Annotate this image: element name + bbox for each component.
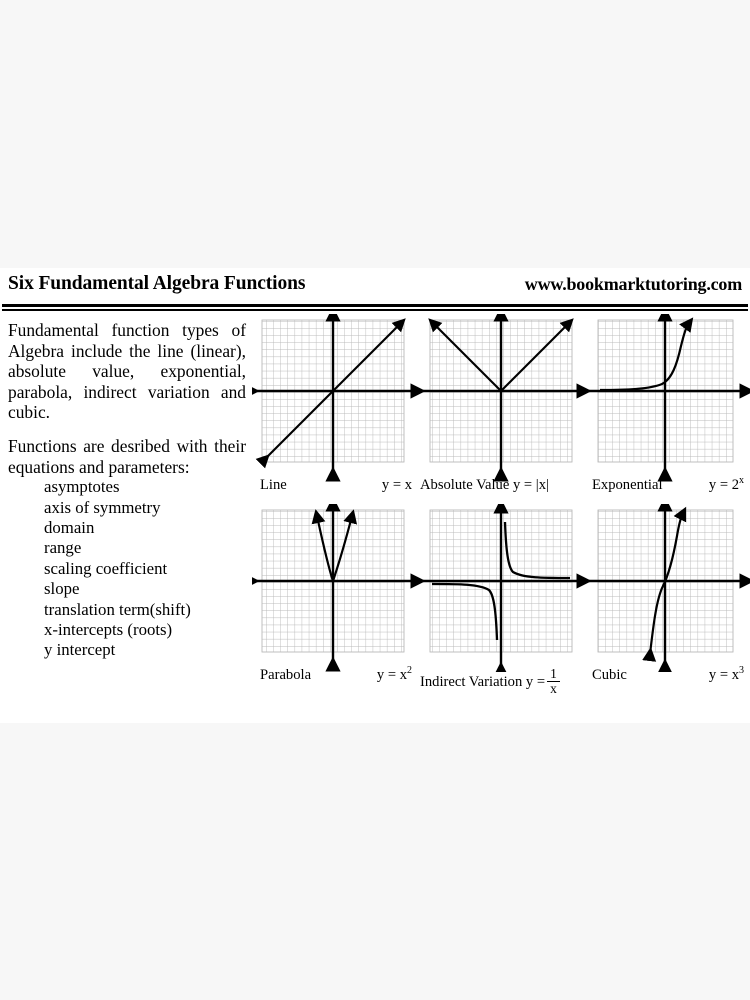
parameter-list — [8, 477, 246, 661]
line-graph-equation: y = x — [381, 477, 412, 493]
list-item: y intercept — [44, 640, 116, 660]
graph-cell-parabola — [252, 504, 418, 700]
parabola-graph-name: Parabola — [260, 667, 312, 683]
fraction-one-over-x — [547, 667, 560, 696]
fraction-numerator: 1 — [547, 667, 560, 682]
indirect-variation-graph-label — [418, 667, 584, 695]
exponential-graph-plot — [584, 314, 750, 482]
header — [0, 268, 750, 304]
list-item: domain — [44, 517, 95, 537]
list-item: scaling coefficient — [44, 558, 168, 578]
exponential-graph-exponent: x — [739, 475, 744, 487]
exponential-graph-label — [584, 477, 750, 505]
cubic-graph-svg — [584, 504, 750, 672]
text-column — [8, 320, 246, 661]
list-item: range — [44, 538, 82, 558]
graph-cell-exponential — [584, 314, 750, 510]
parabola-graph-exponent: 2 — [407, 665, 412, 677]
parabola-graph-svg — [252, 504, 418, 672]
list-item: axis of symmetry — [44, 497, 161, 517]
header-rule-thin — [2, 309, 748, 311]
list-item: translation term(shift) — [44, 599, 191, 619]
graph-grid — [252, 314, 750, 723]
absolute-value-graph-plot — [418, 314, 584, 482]
list-item: slope — [44, 579, 80, 599]
cubic-graph-name: Cubic — [592, 667, 627, 683]
parabola-graph-equation: $y = x^2$ — [376, 665, 412, 683]
line-graph-svg — [252, 314, 418, 482]
exponential-graph-equation: $y = 2^x$ — [708, 475, 744, 493]
absolute-value-graph-label — [418, 477, 584, 505]
list-item: asymptotes — [44, 477, 120, 497]
absolute-value-graph-svg — [418, 314, 584, 482]
line-graph-name: Line — [260, 477, 287, 493]
graph-cell-cubic — [584, 504, 750, 700]
line-graph-plot — [252, 314, 418, 482]
graph-cell-line — [252, 314, 418, 510]
line-graph-label — [252, 477, 418, 505]
body-area — [0, 314, 750, 723]
cubic-graph-equation: $y = x^3$ — [708, 665, 744, 683]
indirect-variation-graph-equation: Indirect Variation y = $\frac{1}{x}$ — [420, 667, 586, 696]
graph-cell-indirect-variation — [418, 504, 584, 700]
cubic-graph-plot — [584, 504, 750, 672]
absolute-value-graph-equation: Absolute Value y = |x| — [420, 477, 549, 493]
exponential-graph-name: Exponential — [592, 477, 663, 493]
exponential-graph-svg — [584, 314, 750, 482]
header-rule-thick — [2, 304, 748, 307]
parabola-graph-plot — [252, 504, 418, 672]
list-item: x-intercepts (roots) — [44, 620, 173, 639]
cubic-graph-label — [584, 667, 750, 695]
indirect-variation-graph-plot — [418, 504, 584, 672]
graph-cell-absolute-value — [418, 314, 584, 510]
website-url: www.bookmarktutoring.com — [524, 274, 742, 294]
cubic-graph-exponent: 3 — [739, 665, 744, 677]
indirect-variation-graph-svg — [418, 504, 584, 672]
fraction-denominator: x — [550, 680, 557, 696]
intro-paragraph-2: Functions are desribed with their equations and parameters: — [8, 435, 246, 477]
content-card — [0, 268, 750, 723]
parabola-graph-label — [252, 667, 418, 695]
page-title: Six Fundamental Algebra Functions — [8, 273, 306, 294]
intro-paragraph-1: Fundamental function types of Algebra include the line (linear), absolute value, exponential, parabola, indirect variation and cubic. — [8, 320, 246, 423]
